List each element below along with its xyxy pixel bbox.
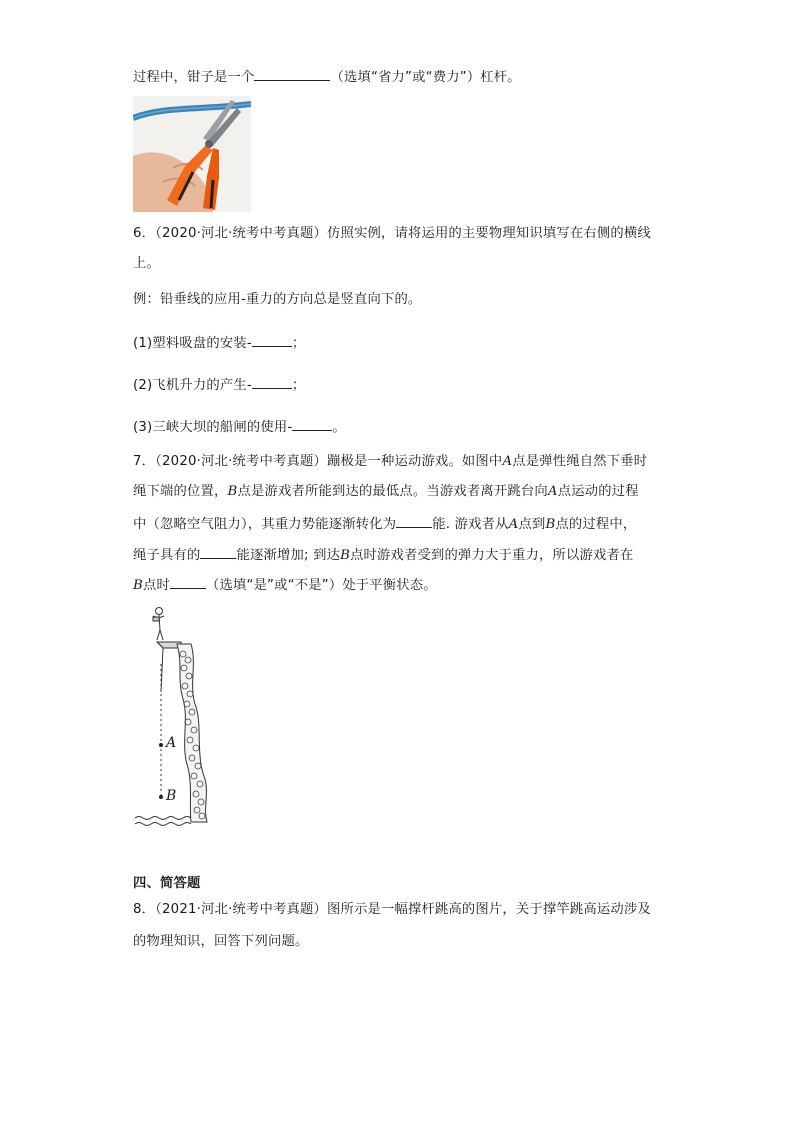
q6-item2: (2)飞机升力的产生- ； bbox=[133, 374, 305, 396]
q8-line2: 的物理知识，回答下列问题。 bbox=[133, 934, 309, 949]
q6-item1: (1)塑料吸盘的安装- ； bbox=[133, 332, 305, 354]
jumper-figure bbox=[153, 608, 164, 641]
bungee-diagram bbox=[133, 604, 223, 830]
answer-blank[interactable] bbox=[292, 416, 332, 431]
section-heading: 四、简答题 bbox=[133, 876, 201, 891]
q5-line: 过程中，钳子是一个 （选填“省力”或“费力”）杠杆。 bbox=[133, 66, 521, 88]
q7-line5: B点时 （选填“是”或“不是”）处于平衡状态。 bbox=[133, 574, 437, 596]
q7-line3: 中（忽略空气阻力），其重力势能逐渐转化为 能. 游戏者从A点到B点的过程中， bbox=[133, 513, 636, 535]
answer-blank[interactable] bbox=[170, 574, 206, 589]
q6-line2: 上。 bbox=[133, 256, 160, 271]
point-a-label: A bbox=[166, 735, 177, 751]
q6-example: 例：铅垂线的应用-重力的方向总是竖直向下的。 bbox=[133, 292, 422, 307]
answer-blank[interactable] bbox=[254, 66, 330, 81]
q6-item3: (3)三峡大坝的船闸的使用- 。 bbox=[133, 416, 346, 438]
point-a-dot bbox=[159, 743, 163, 747]
answer-blank[interactable] bbox=[200, 544, 236, 559]
q8-line1: 8．（2021·河北·统考中考真题）图所示是一幅撑杆跳高的图片，关于撑竿跳高运动涉及 bbox=[133, 902, 651, 917]
answer-blank[interactable] bbox=[252, 374, 292, 389]
point-b-dot bbox=[159, 795, 163, 799]
q6-line1: 6．（2020·河北·统考中考真题）仿照实例，请将运用的主要物理知识填写在右侧的横线 bbox=[133, 226, 651, 241]
answer-blank[interactable] bbox=[252, 332, 292, 347]
q7-line1: 7．（2020·河北·统考中考真题）蹦极是一种运动游戏。如图中A点是弹性绳自然下垂时 bbox=[133, 454, 648, 469]
q7-line4: 绳子具有的 能逐渐增加; 到达B点时游戏者受到的弹力大于重力，所以游戏者在 bbox=[133, 544, 634, 566]
point-b-label: B bbox=[166, 788, 177, 804]
answer-blank[interactable] bbox=[396, 513, 432, 528]
q7-line2: 绳下端的位置，B点是游戏者所能到达的最低点。当游戏者离开跳台向A点运动的过程 bbox=[133, 484, 639, 499]
pliers-photo bbox=[133, 96, 251, 212]
